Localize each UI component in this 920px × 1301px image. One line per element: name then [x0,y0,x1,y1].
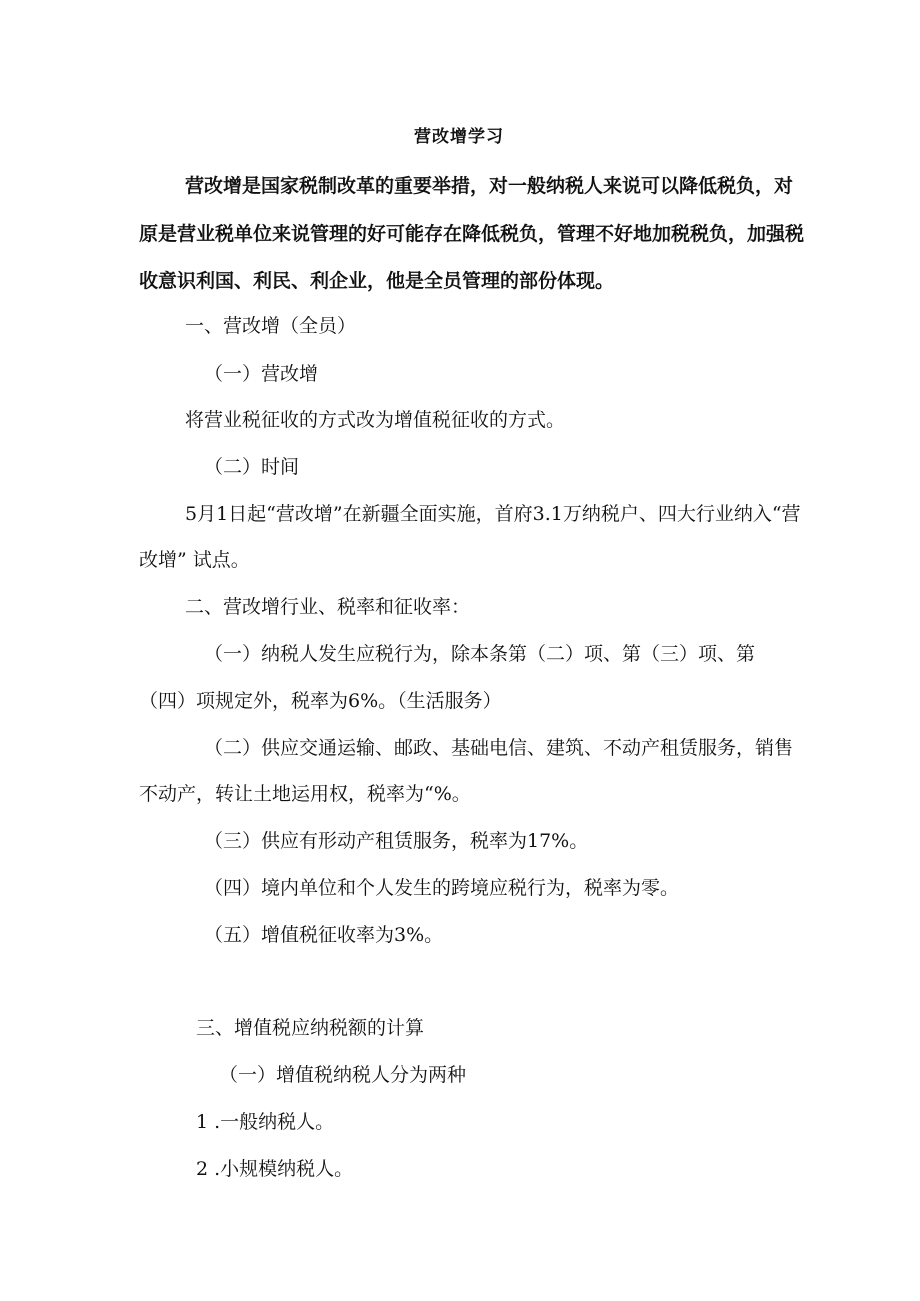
intro-paragraph-line-3: 收意识利国、利民、利企业，他是全员管理的部份体现。 [139,270,615,292]
section-1-sub-2-heading: （二）时间 [204,456,300,478]
section-2-item-2-line-1: （二）供应交通运输、邮政、基础电信、建筑、不动产租赁服务，销售 [204,737,794,759]
section-2-item-1-line-2: （四）项规定外，税率为6%。（生活服务） [139,690,502,712]
section-1-heading: 一、营改增（全员） [185,315,357,337]
section-3-sub-1-heading: （一）增值税纳税人分为两种 [219,1064,467,1086]
section-1-sub-2-text-line-1: 5月1日起“营改增”在新疆全面实施，首府3.1万纳税户、四大行业纳入“营 [185,503,801,525]
section-2-item-2-line-2: 不动产，转让土地运用权，税率为“%。 [139,783,471,805]
section-2-item-5: （五）增值税征收率为3%。 [204,924,444,946]
section-2-heading: 二、营改增行业、税率和征收率： [185,596,471,618]
document-title: 营改增学习 [414,127,504,147]
intro-paragraph-line-1: 营改增是国家税制改革的重要举措，对一般纳税人来说可以降低税负，对 [185,175,794,197]
section-1-sub-1-text: 将营业税征收的方式改为增值税征收的方式。 [185,409,566,431]
section-2-item-4: （四）境内单位和个人发生的跨境应税行为，税率为零。 [204,877,680,899]
section-3-heading: 三、增值税应纳税额的计算 [196,1017,425,1039]
section-2-item-3: （三）供应有形动产租赁服务，税率为17%。 [204,830,589,852]
section-3-list-item-2: 2 .小规模纳税人。 [196,1158,354,1180]
intro-paragraph-line-2: 原是营业税单位来说管理的好可能存在降低税负，管理不好地加税税负，加强税 [139,223,805,245]
section-2-item-1-line-1: （一）纳税人发生应税行为，除本条第（二）项、第（三）项、第 [204,643,756,665]
section-3-list-item-1: 1 .一般纳税人。 [196,1111,335,1133]
section-1-sub-2-text-line-2: 改增” 试点。 [139,549,250,571]
section-1-sub-1-heading: （一）营改增 [204,363,319,385]
